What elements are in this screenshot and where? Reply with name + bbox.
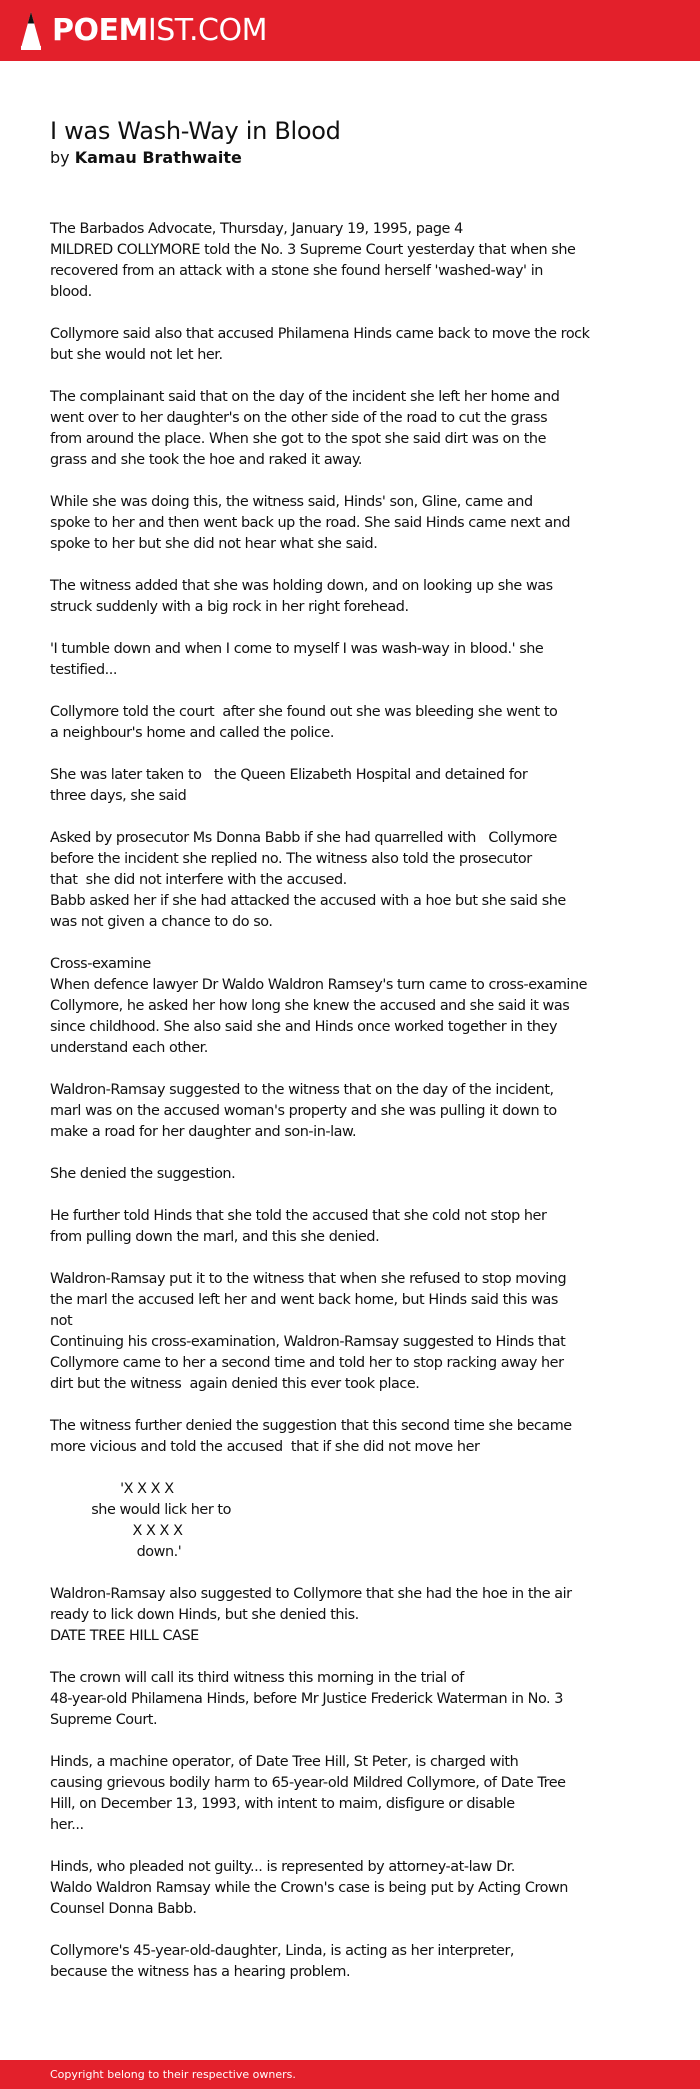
poem-line: struck suddenly with a big rock in her right forehead. xyxy=(50,599,409,615)
poem-line: she would lick her to xyxy=(50,1502,231,1518)
poem-stanza xyxy=(50,1416,680,1458)
poem-line: Asked by prosecutor Ms Donna Babb if she had quarrelled with Collymore xyxy=(50,830,557,846)
poem-line: down.' xyxy=(50,1544,182,1560)
poem-stanza xyxy=(50,1752,680,1836)
poem-line: a neighbour's home and called the police. xyxy=(50,725,334,741)
poem-stanza xyxy=(50,1269,680,1395)
poem-line: that she did not interfere with the accused. xyxy=(50,872,347,888)
poem-line: 48-year-old Philamena Hinds, before Mr Justice Frederick Waterman in No. 3 xyxy=(50,1691,564,1707)
poem-line: was not given a chance to do so. xyxy=(50,914,273,930)
poem-body xyxy=(50,219,680,2004)
poem-stanza xyxy=(50,1668,680,1731)
poem-stanza xyxy=(50,1584,680,1647)
poem-line: The witness further denied the suggestion that this second time she became xyxy=(50,1418,572,1434)
poem-stanza xyxy=(50,324,680,366)
site-logo[interactable] xyxy=(20,12,267,50)
poem-line: recovered from an attack with a stone she found herself 'washed-way' in xyxy=(50,263,543,279)
poem-stanza xyxy=(50,576,680,618)
logo-wordmark xyxy=(52,13,267,49)
poem-line: not xyxy=(50,1313,73,1329)
poem-line: before the incident she replied no. The witness also told the prosecutor xyxy=(50,851,532,867)
poem-line: Collymore, he asked her how long she knew the accused and she said it was xyxy=(50,998,570,1014)
poem-line: He further told Hinds that she told the accused that she cold not stop her xyxy=(50,1208,547,1224)
site-header xyxy=(0,0,700,61)
copyright-notice: Copyright belong to their respective owners. xyxy=(50,2068,296,2081)
poem-line: make a road for her daughter and son-in-law. xyxy=(50,1124,357,1140)
poem-line: the marl the accused left her and went back home, but Hinds said this was xyxy=(50,1292,558,1308)
poem-stanza xyxy=(50,765,680,807)
poem-line: DATE TREE HILL CASE xyxy=(50,1628,199,1644)
poem-line: her... xyxy=(50,1817,84,1833)
by-label: by xyxy=(50,148,70,167)
poem-line: Waldo Waldron Ramsay while the Crown's case is being put by Acting Crown xyxy=(50,1880,568,1896)
logo-bold-text: POEM xyxy=(52,13,148,48)
poem-line: Waldron-Ramsay also suggested to Collymore that she had the hoe in the air xyxy=(50,1586,572,1602)
poem-stanza xyxy=(50,1857,680,1920)
poem-line: Hinds, who pleaded not guilty... is represented by attorney-at-law Dr. xyxy=(50,1859,515,1875)
pencil-tip-icon xyxy=(20,12,42,50)
poem-stanza xyxy=(50,1080,680,1143)
poem-line: She denied the suggestion. xyxy=(50,1166,236,1182)
poem-stanza xyxy=(50,1479,680,1563)
author-link[interactable]: Kamau Brathwaite xyxy=(74,148,242,167)
poem-stanza xyxy=(50,828,680,933)
poem-line: from pulling down the marl, and this she denied. xyxy=(50,1229,380,1245)
poem-line: Waldron-Ramsay put it to the witness that when she refused to stop moving xyxy=(50,1271,567,1287)
poem-line: MILDRED COLLYMORE told the No. 3 Supreme Court yesterday that when she xyxy=(50,242,576,258)
poem-line: from around the place. When she got to the spot she said dirt was on the xyxy=(50,431,546,447)
poem-line: spoke to her and then went back up the road. She said Hinds came next and xyxy=(50,515,571,531)
poem-line: but she would not let her. xyxy=(50,347,223,363)
poem-line: causing grievous bodily harm to 65-year-old Mildred Collymore, of Date Tree xyxy=(50,1775,566,1791)
poem-line: Collymore told the court after she found out she was bleeding she went to xyxy=(50,704,558,720)
poem-line: three days, she said xyxy=(50,788,187,804)
poem-line: Supreme Court. xyxy=(50,1712,158,1728)
poem-line: testified... xyxy=(50,662,118,678)
poem-line: 'X X X X xyxy=(50,1481,174,1497)
byline xyxy=(50,147,242,169)
poem-stanza xyxy=(50,219,680,303)
poem-line: blood. xyxy=(50,284,92,300)
poem-line: because the witness has a hearing problem. xyxy=(50,1964,351,1980)
poem-line: She was later taken to the Queen Elizabeth Hospital and detained for xyxy=(50,767,528,783)
poem-line: ready to lick down Hinds, but she denied this. xyxy=(50,1607,359,1623)
poem-stanza xyxy=(50,387,680,471)
poem-stanza xyxy=(50,639,680,681)
poem-stanza xyxy=(50,1206,680,1248)
poem-stanza xyxy=(50,1941,680,1983)
poem-line: When defence lawyer Dr Waldo Waldron Ramsey's turn came to cross-examine xyxy=(50,977,588,993)
poem-line: Babb asked her if she had attacked the accused with a hoe but she said she xyxy=(50,893,566,909)
poem-title: I was Wash-Way in Blood xyxy=(50,117,341,145)
poem-line: The witness added that she was holding down, and on looking up she was xyxy=(50,578,553,594)
poem-line: since childhood. She also said she and Hinds once worked together in they xyxy=(50,1019,558,1035)
poem-line: dirt but the witness again denied this ever took place. xyxy=(50,1376,420,1392)
poem-line: grass and she took the hoe and raked it away. xyxy=(50,452,363,468)
poem-line: Collymore's 45-year-old-daughter, Linda, is acting as her interpreter, xyxy=(50,1943,515,1959)
poem-line: spoke to her but she did not hear what she said. xyxy=(50,536,378,552)
poem-line: Hill, on December 13, 1993, with intent to maim, disfigure or disable xyxy=(50,1796,515,1812)
poem-line: Cross-examine xyxy=(50,956,151,972)
poem-line: more vicious and told the accused that if she did not move her xyxy=(50,1439,480,1455)
poem-line: Waldron-Ramsay suggested to the witness that on the day of the incident, xyxy=(50,1082,554,1098)
poem-line: marl was on the accused woman's property and she was pulling it down to xyxy=(50,1103,557,1119)
poem-stanza xyxy=(50,492,680,555)
poem-line: understand each other. xyxy=(50,1040,208,1056)
poem-line: Collymore came to her a second time and told her to stop racking away her xyxy=(50,1355,564,1371)
poem-line: X X X X xyxy=(50,1523,183,1539)
poem-line: Hinds, a machine operator, of Date Tree Hill, St Peter, is charged with xyxy=(50,1754,519,1770)
poem-stanza xyxy=(50,1164,680,1185)
poem-line: The Barbados Advocate, Thursday, January 19, 1995, page 4 xyxy=(50,221,463,237)
poem-line: The complainant said that on the day of the incident she left her home and xyxy=(50,389,560,405)
site-footer xyxy=(0,2060,700,2089)
poem-stanza xyxy=(50,702,680,744)
poem-line: While she was doing this, the witness said, Hinds' son, Gline, came and xyxy=(50,494,533,510)
poem-line: Counsel Donna Babb. xyxy=(50,1901,197,1917)
logo-light-text: IST.COM xyxy=(147,13,267,48)
poem-line: Continuing his cross-examination, Waldron-Ramsay suggested to Hinds that xyxy=(50,1334,566,1350)
poem-line: The crown will call its third witness this morning in the trial of xyxy=(50,1670,464,1686)
poem-line: Collymore said also that accused Philamena Hinds came back to move the rock xyxy=(50,326,590,342)
poem-line: 'I tumble down and when I come to myself I was wash-way in blood.' she xyxy=(50,641,544,657)
poem-stanza xyxy=(50,954,680,1059)
poem-line: went over to her daughter's on the other side of the road to cut the grass xyxy=(50,410,548,426)
